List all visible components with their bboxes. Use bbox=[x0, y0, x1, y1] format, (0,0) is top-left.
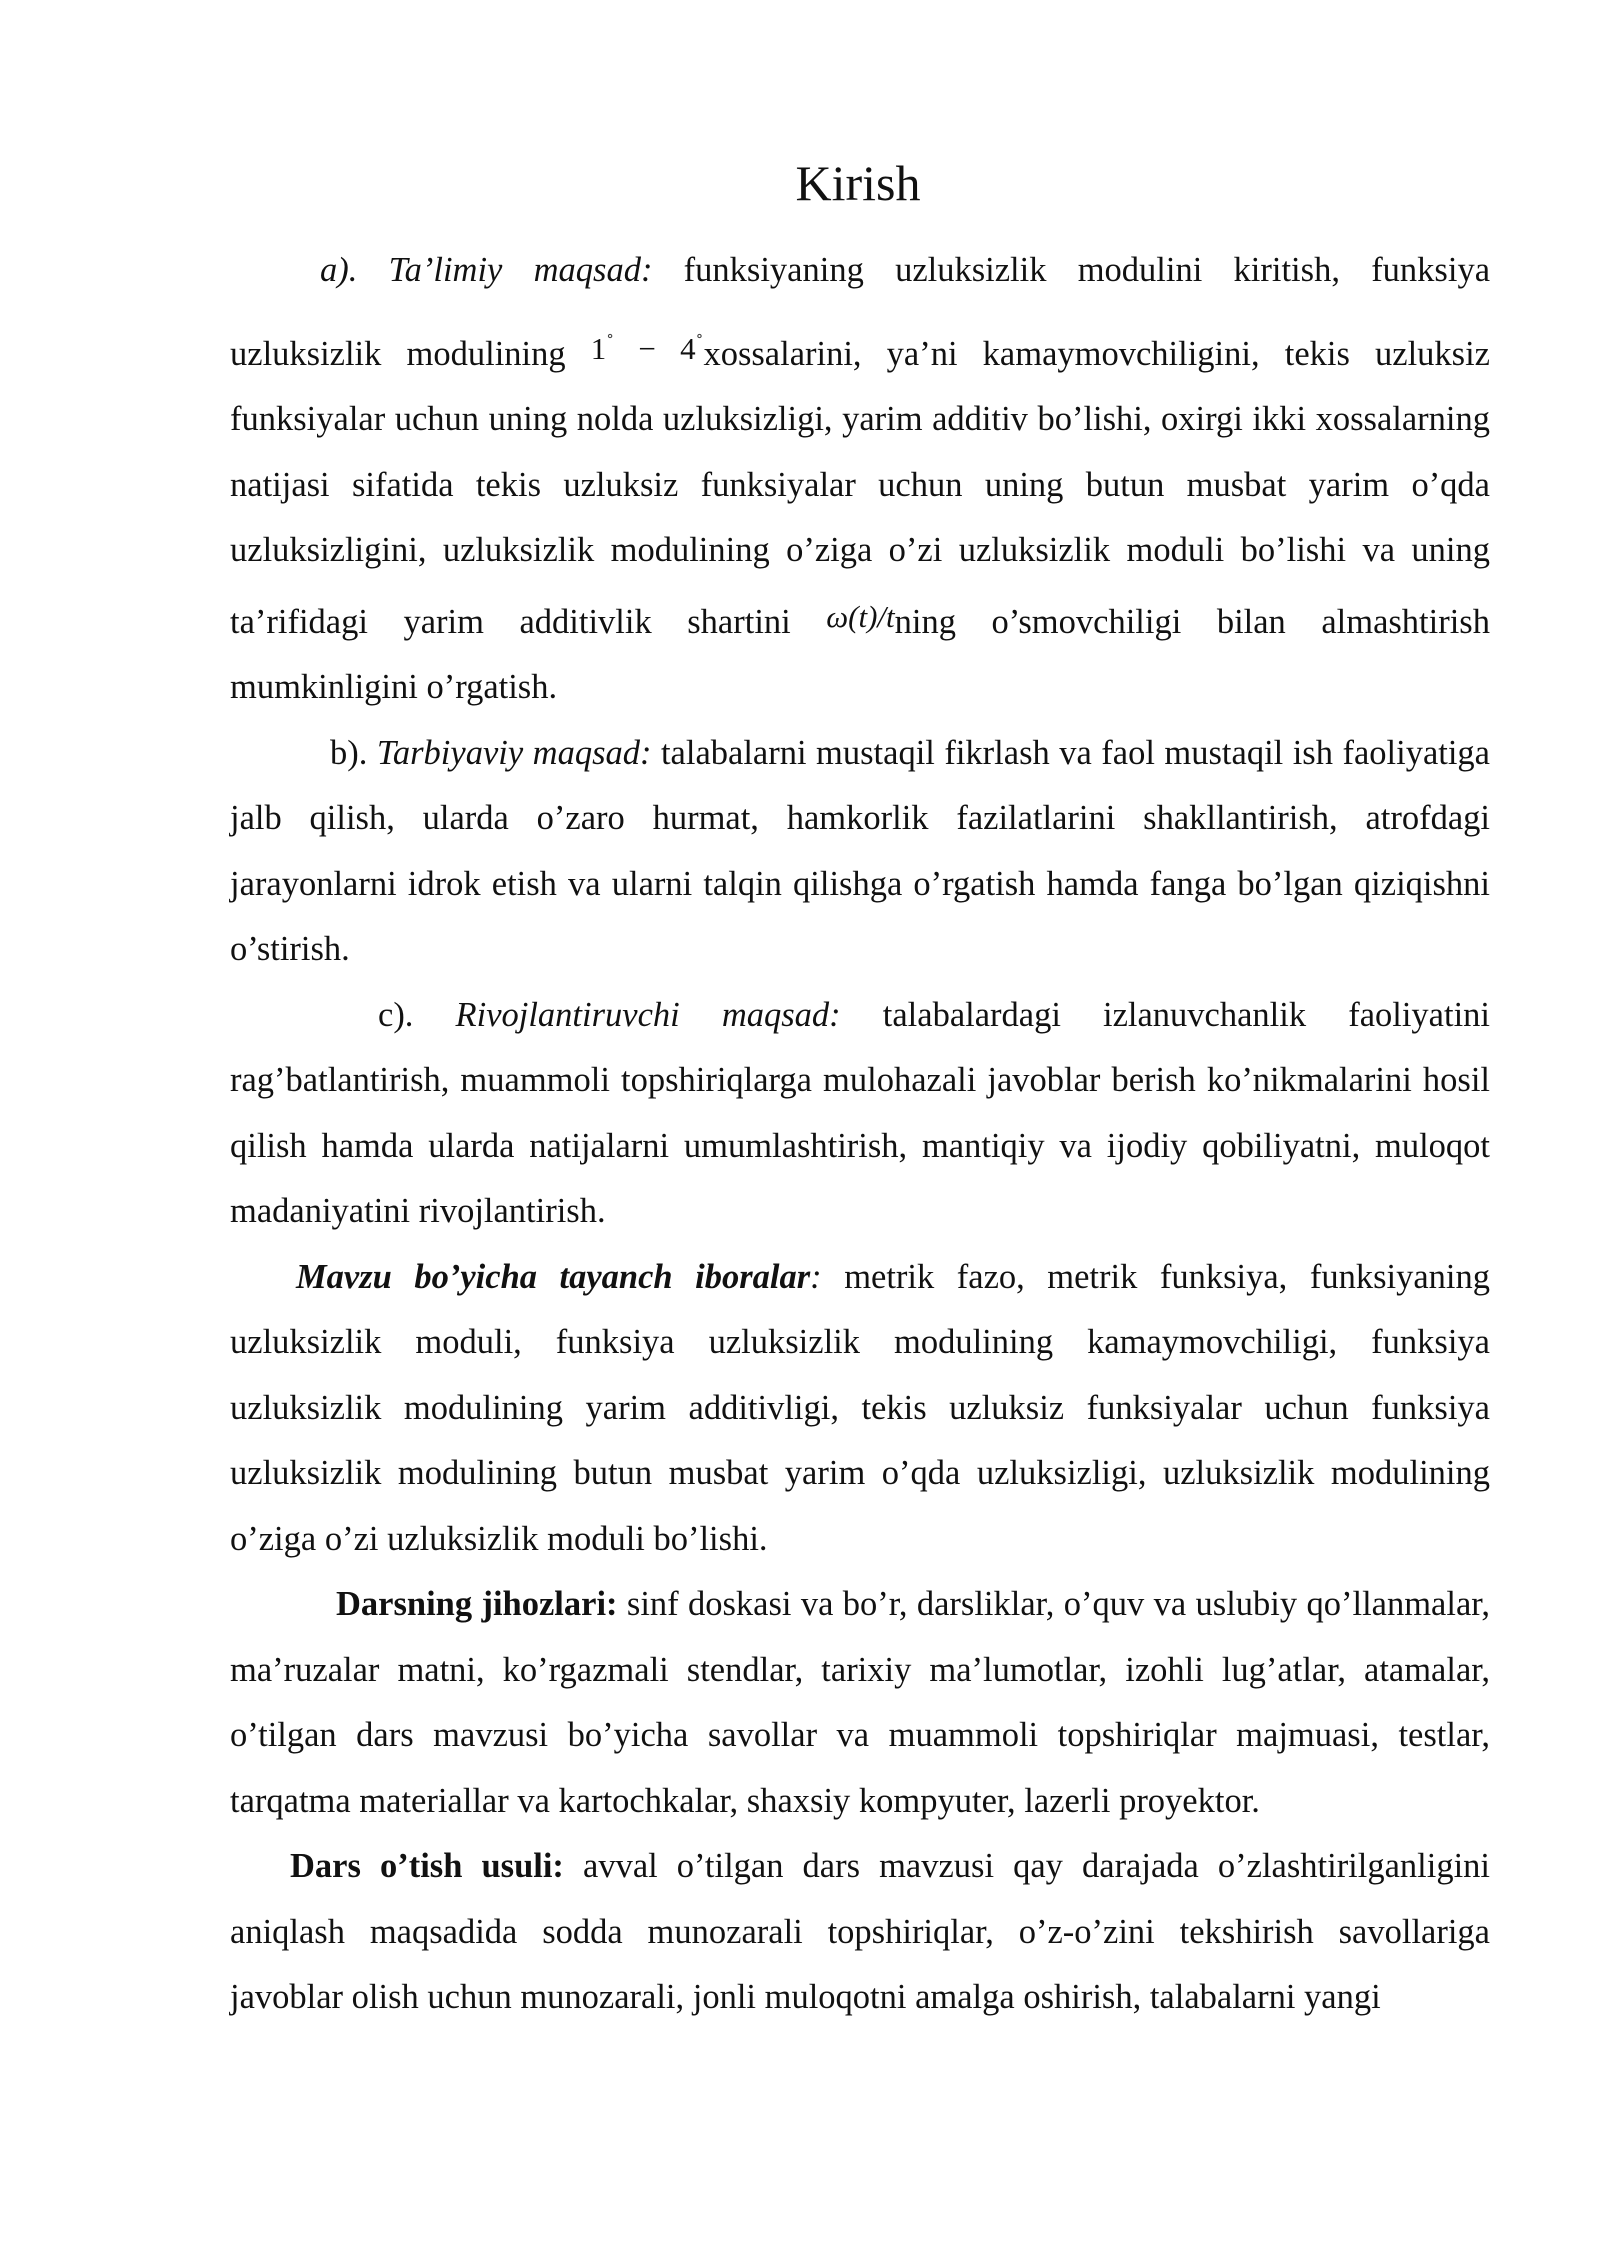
upbringing-goal-text: talabalarni mustaqil fikrlash va faol mustaqil ish faoliyatiga jalb qilish, ularda o’zaro hurmat, hamkorlik fazilatlarini shakllantirish, atrofdagi jarayonlarni idrok etish va ularni talqin qilishga o’rgatish hamda fanga bo’lgan qiziqishni o’stirish. bbox=[230, 733, 1490, 968]
properties-range-formula: 1∘ − 4∘ bbox=[590, 327, 704, 366]
upbringing-goal-label: Tarbiyaviy maqsad: bbox=[376, 733, 652, 772]
teaching-method-label: Dars o’tish usuli: bbox=[290, 1847, 564, 1885]
paragraph-key-terms bbox=[230, 1245, 1490, 1573]
paragraph-upbringing-goal bbox=[230, 721, 1490, 983]
upbringing-goal-prefix: b). bbox=[330, 733, 377, 772]
educational-goal-text-2: xossalarini, ya’ni kamaymovchiligini, tekis uzluksiz funksiyalar uchun uning nolda uzluksizligi, yarim additiv bo’lishi, oxirgi ikki xossalarning natijasi sifatida tekis uzluksiz funksiyalar uchun uning butun musbat yarim o’qda uzluksizligini, uzluksizlik modulining o’ziga o’zi uzluksizlik moduli bo’lishi va uning ta’rifidagi yarim additivlik shartini bbox=[230, 334, 1490, 641]
educational-goal-text-3: ning o’smovchiligi bilan almashtirish mumkinligini o’rgatish. bbox=[230, 602, 1490, 706]
key-terms-colon: : bbox=[810, 1257, 822, 1296]
degree-mark: ∘ bbox=[695, 327, 704, 345]
lesson-equipment-label: Darsning jihozlari: bbox=[336, 1585, 618, 1623]
teaching-method-text: avval o’tilgan dars mavzusi qay darajada o’zlashtirilganligini aniqlash maqsadida sodda munozarali topshiriqlar, o’z-o’zini tekshirish savollariga javoblar olish uchun munozarali, jonli muloqotni amalga oshirish, talabalarni yangi bbox=[230, 1847, 1491, 2016]
paragraph-educational-goal bbox=[230, 238, 1490, 721]
page-title: Kirish bbox=[795, 155, 921, 211]
key-terms-text: metrik fazo, metrik funksiya, funksiyaning uzluksizlik moduli, funksiya uzluksizlik modulining kamaymovchiligi, funksiya uzluksizlik modulining yarim additivligi, tekis uzluksiz funksiyalar uchun funksiya uzluksizlik modulining butun musbat yarim o’qda uzluksizligi, uzluksizlik modulining o’ziga o’zi uzluksizlik moduli bo’lishi. bbox=[230, 1257, 1490, 1558]
paragraph-lesson-equipment bbox=[230, 1572, 1490, 1834]
document-body bbox=[230, 238, 1490, 2031]
developmental-goal-text: talabalardagi izlanuvchanlik faoliyatini rag’batlantirish, muammoli topshiriqlarga mulohazali javoblar berish ko’nikmalarini hosil qilish hamda ularda natijalarni umumlashtirish, mantiqiy va ijodiy qobiliyatni, muloqot madaniyatini rivojlantirish. bbox=[230, 995, 1490, 1230]
paragraph-developmental-goal bbox=[230, 983, 1490, 1245]
developmental-goal-prefix: c). bbox=[378, 995, 456, 1034]
developmental-goal-label: Rivojlantiruvchi maqsad: bbox=[455, 995, 841, 1034]
educational-goal-label: a). Ta’limiy maqsad: bbox=[320, 251, 653, 289]
paragraph-teaching-method bbox=[230, 1834, 1490, 2031]
educational-goal-text-1: funksiyaning uzluksizlik modulini kiritish, funksiya uzluksizlik modulining bbox=[230, 251, 1491, 373]
lesson-equipment-text: sinf doskasi va bo’r, darsliklar, o’quv va uslubiy qo’llanmalar, ma’ruzalar matni, ko’rgazmali stendlar, tarixiy ma’lumotlar, izohli lug’atlar, atamalar, o’tilgan dars mavzusi bo’yicha savollar va muammoli topshiriqlar majmuasi, testlar, tarqatma materiallar va kartochkalar, shaxsiy kompyuter, lazerli proyektor. bbox=[230, 1585, 1490, 1820]
key-terms-label: Mavzu bo’yicha tayanch iboralar bbox=[296, 1257, 811, 1296]
omega-ratio-formula: ω(t)/t bbox=[826, 598, 895, 634]
degree-mark: ∘ bbox=[606, 327, 615, 345]
